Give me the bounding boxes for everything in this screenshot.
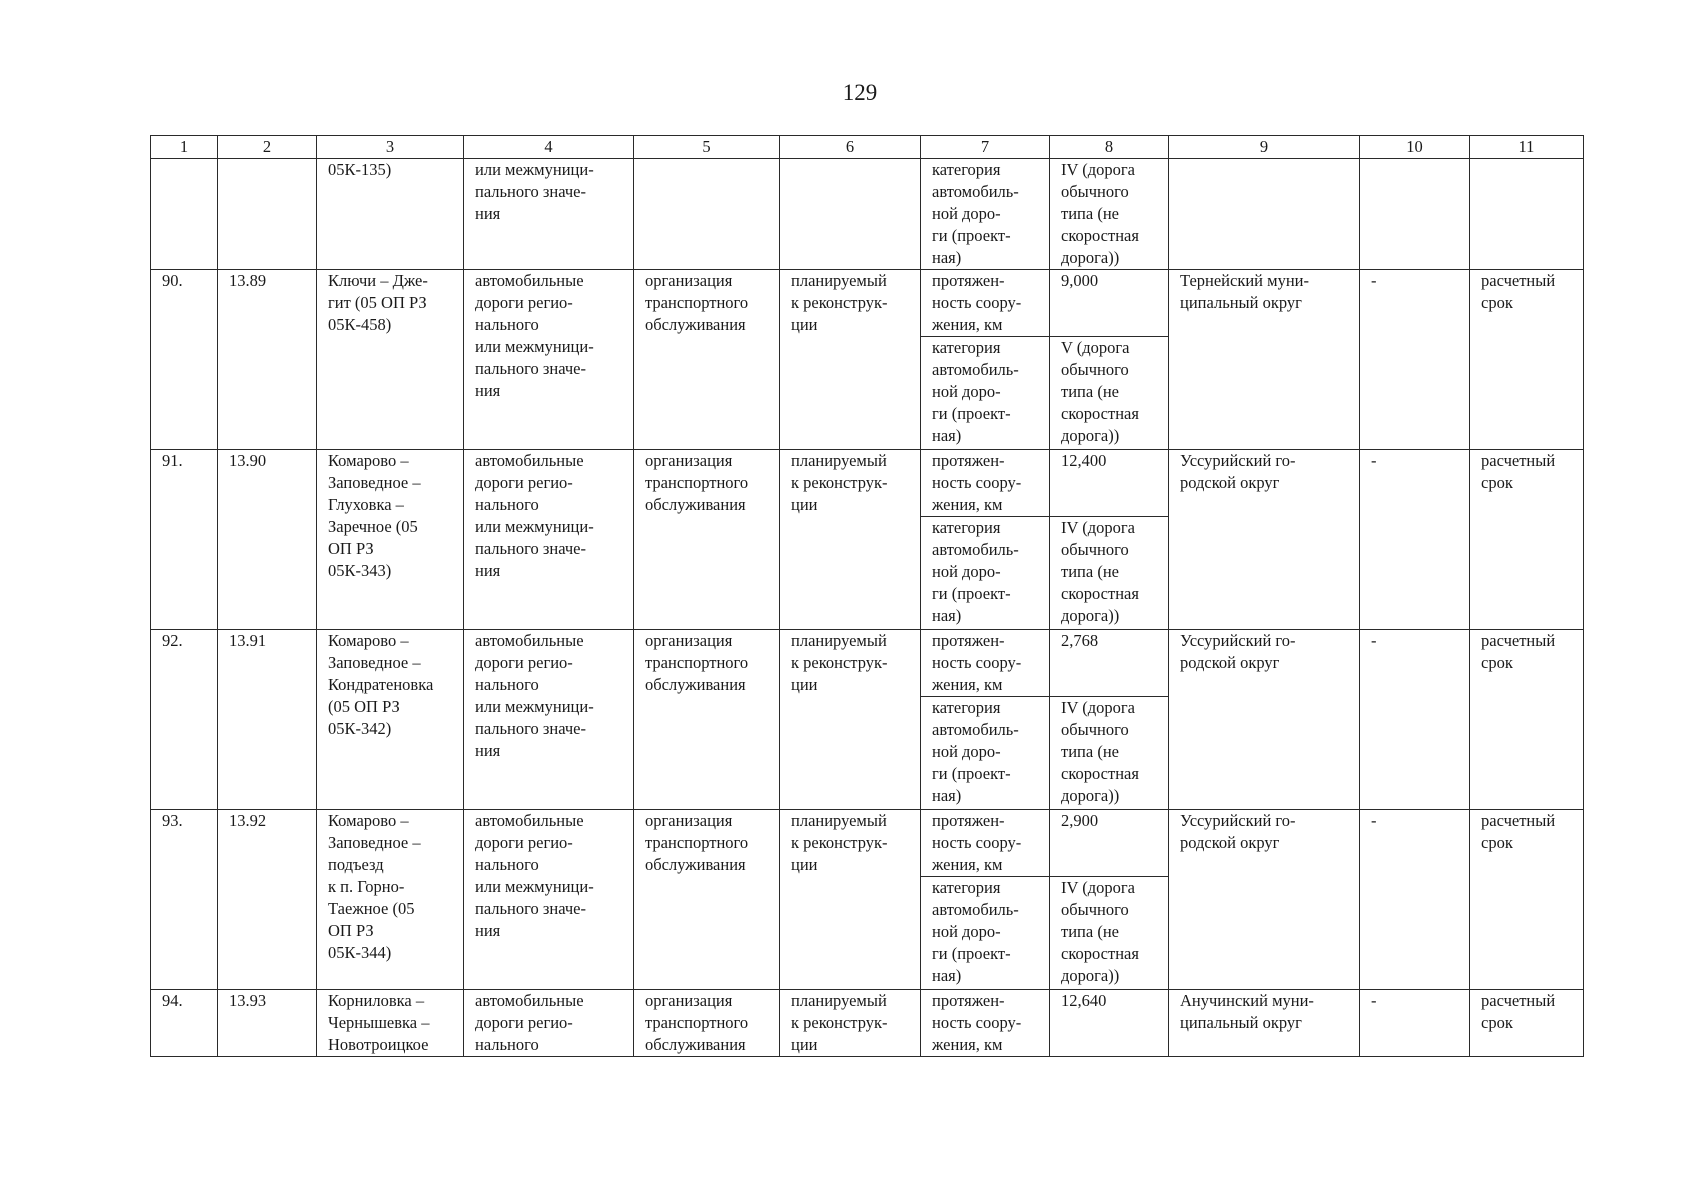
- row-number: 94.: [151, 990, 218, 1057]
- col10-value: -: [1360, 810, 1470, 990]
- col10-value: [1360, 159, 1470, 270]
- status: планируемый к реконструк- ции: [780, 810, 921, 990]
- object-code: 13.93: [218, 990, 317, 1057]
- object-code: 13.90: [218, 450, 317, 630]
- length-label: протяжен- ность соору- жения, км: [921, 990, 1050, 1057]
- row-number: 90.: [151, 270, 218, 450]
- category-value: IV (дорога обычного типа (не скоростная дорога)): [1050, 517, 1169, 630]
- road-type: автомобильные дороги регио- нального или межмуници- пального значе- ния: [464, 630, 634, 810]
- col10-value: -: [1360, 450, 1470, 630]
- category-value: IV (дорога обычного типа (не скоростная дорога)): [1050, 697, 1169, 810]
- purpose: организация транспортного обслуживания: [634, 990, 780, 1057]
- status: планируемый к реконструк- ции: [780, 450, 921, 630]
- col10-value: -: [1360, 990, 1470, 1057]
- category-label: категория автомобиль- ной доро- ги (проект- ная): [921, 517, 1050, 630]
- road-name: Ключи – Дже- гит (05 ОП РЗ 05К-458): [317, 270, 464, 450]
- term: расчетный срок: [1470, 450, 1584, 630]
- location: Уссурийский го- родской округ: [1169, 810, 1360, 990]
- object-code: [218, 159, 317, 270]
- length-value: 12,400: [1050, 450, 1169, 517]
- col10-value: -: [1360, 270, 1470, 450]
- column-header: 8: [1050, 136, 1169, 159]
- column-header: 1: [151, 136, 218, 159]
- road-type: автомобильные дороги регио- нального или межмуници- пального значе- ния: [464, 450, 634, 630]
- status: планируемый к реконструк- ции: [780, 270, 921, 450]
- table-row: [151, 270, 1584, 337]
- location: Уссурийский го- родской округ: [1169, 630, 1360, 810]
- category-value: IV (дорога обычного типа (не скоростная дорога)): [1050, 159, 1169, 270]
- object-code: 13.92: [218, 810, 317, 990]
- purpose: организация транспортного обслуживания: [634, 810, 780, 990]
- road-name: Комарово – Заповедное – подъезд к п. Горно- Таежное (05 ОП РЗ 05К-344): [317, 810, 464, 990]
- location: Анучинский муни- ципальный округ: [1169, 990, 1360, 1057]
- purpose: организация транспортного обслуживания: [634, 450, 780, 630]
- location: [1169, 159, 1360, 270]
- term: расчетный срок: [1470, 630, 1584, 810]
- table-row: [151, 810, 1584, 877]
- purpose: организация транспортного обслуживания: [634, 270, 780, 450]
- status: планируемый к реконструк- ции: [780, 990, 921, 1057]
- category-value: V (дорога обычного типа (не скоростная дорога)): [1050, 337, 1169, 450]
- road-type: автомобильные дороги регио- нального или межмуници- пального значе- ния: [464, 270, 634, 450]
- row-number: 91.: [151, 450, 218, 630]
- row-number: [151, 159, 218, 270]
- column-header: 10: [1360, 136, 1470, 159]
- location: Уссурийский го- родской округ: [1169, 450, 1360, 630]
- length-value: 2,768: [1050, 630, 1169, 697]
- road-type: или межмуници- пального значе- ния: [464, 159, 634, 270]
- length-label: протяжен- ность соору- жения, км: [921, 810, 1050, 877]
- location: Тернейский муни- ципальный округ: [1169, 270, 1360, 450]
- column-header: 11: [1470, 136, 1584, 159]
- length-value: 12,640: [1050, 990, 1169, 1057]
- column-header: 7: [921, 136, 1050, 159]
- table-row: [151, 990, 1584, 1057]
- category-label: категория автомобиль- ной доро- ги (проект- ная): [921, 877, 1050, 990]
- term: расчетный срок: [1470, 810, 1584, 990]
- term: расчетный срок: [1470, 990, 1584, 1057]
- page-number: 129: [842, 80, 878, 105]
- category-label: категория автомобиль- ной доро- ги (проект- ная): [921, 337, 1050, 450]
- road-name: Корниловка – Чернышевка – Новотроицкое: [317, 990, 464, 1057]
- column-number-row: [151, 136, 1584, 159]
- purpose: [634, 159, 780, 270]
- col10-value: -: [1360, 630, 1470, 810]
- category-label: категория автомобиль- ной доро- ги (проект- ная): [921, 697, 1050, 810]
- row-number: 92.: [151, 630, 218, 810]
- status: [780, 159, 921, 270]
- category-value: IV (дорога обычного типа (не скоростная дорога)): [1050, 877, 1169, 990]
- row-number: 93.: [151, 810, 218, 990]
- column-header: 5: [634, 136, 780, 159]
- length-value: 9,000: [1050, 270, 1169, 337]
- column-header: 2: [218, 136, 317, 159]
- column-header: 3: [317, 136, 464, 159]
- table-row: [151, 450, 1584, 517]
- status: планируемый к реконструк- ции: [780, 630, 921, 810]
- road-objects-table: [150, 135, 1584, 1057]
- purpose: организация транспортного обслуживания: [634, 630, 780, 810]
- term: [1470, 159, 1584, 270]
- column-header: 4: [464, 136, 634, 159]
- length-value: 2,900: [1050, 810, 1169, 877]
- road-name: 05К-135): [317, 159, 464, 270]
- road-name: Комарово – Заповедное – Глуховка – Заречное (05 ОП РЗ 05К-343): [317, 450, 464, 630]
- category-label: категория автомобиль- ной доро- ги (проект- ная): [921, 159, 1050, 270]
- length-label: протяжен- ность соору- жения, км: [921, 630, 1050, 697]
- road-type: автомобильные дороги регио- нального или межмуници- пального значе- ния: [464, 810, 634, 990]
- term: расчетный срок: [1470, 270, 1584, 450]
- road-name: Комарово – Заповедное – Кондратеновка (05 ОП РЗ 05К-342): [317, 630, 464, 810]
- table-row: [151, 630, 1584, 697]
- length-label: протяжен- ность соору- жения, км: [921, 270, 1050, 337]
- column-header: 6: [780, 136, 921, 159]
- object-code: 13.89: [218, 270, 317, 450]
- object-code: 13.91: [218, 630, 317, 810]
- table-row-continuation: [151, 159, 1584, 270]
- length-label: протяжен- ность соору- жения, км: [921, 450, 1050, 517]
- column-header: 9: [1169, 136, 1360, 159]
- road-type: автомобильные дороги регио- нального: [464, 990, 634, 1057]
